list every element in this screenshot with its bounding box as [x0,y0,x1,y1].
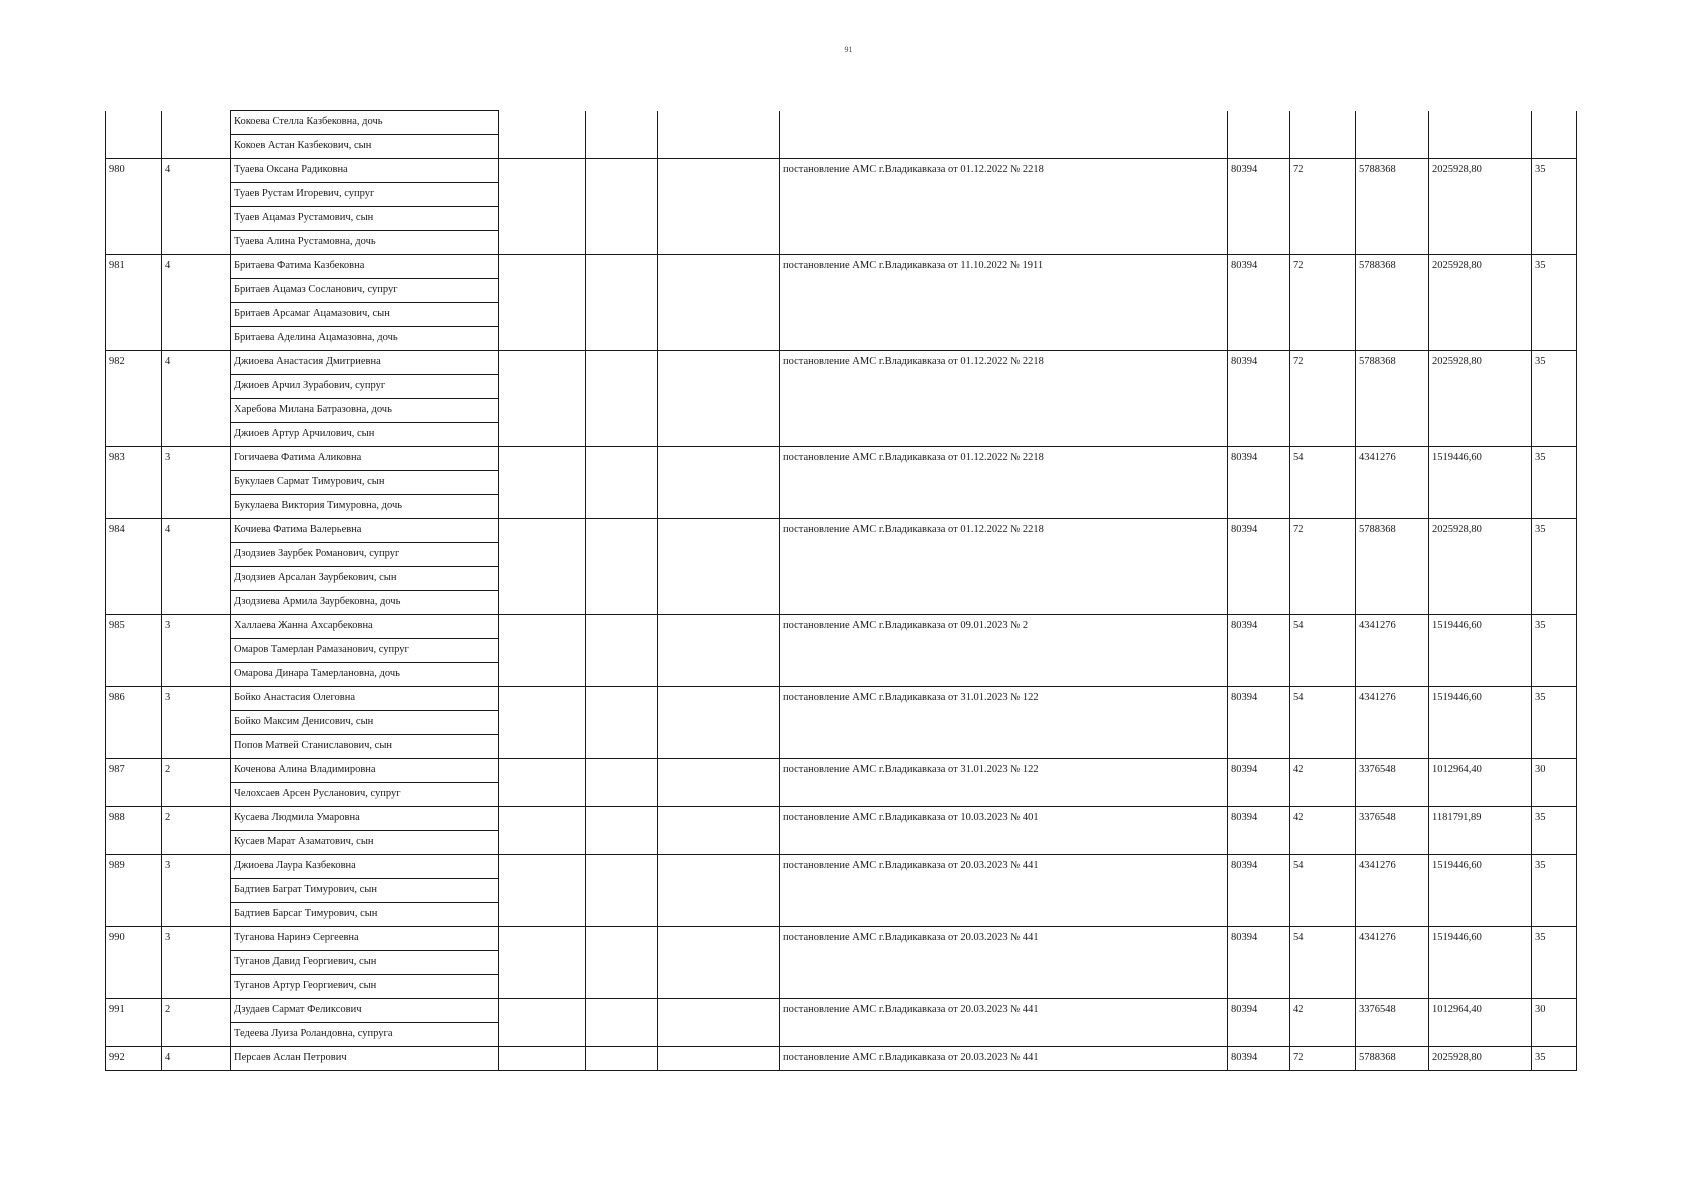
blank-cell-a [499,615,586,687]
value-cell-1: 80394 [1228,927,1290,999]
housing-register-table [105,110,1577,1071]
value-cell-3: 5788368 [1356,351,1429,447]
value-cell-3: 4341276 [1356,927,1429,999]
member-name-cell: Туганова Наринэ Сергеевна [231,927,499,951]
table-row [106,855,1577,879]
member-name-cell: Бойко Анастасия Олеговна [231,687,499,711]
table-row [106,759,1577,783]
blank-cell-a [499,1047,586,1071]
value-cell-5: 30 [1532,759,1577,807]
value-cell-2: 54 [1290,687,1356,759]
blank-cell-c [658,687,780,759]
table-row [106,615,1577,639]
value-cell-4: 1519446,60 [1429,687,1532,759]
value-cell-2: 72 [1290,159,1356,255]
member-name-cell: Бадтиев Барсаг Тимурович, сын [231,903,499,927]
value-cell-3: 4341276 [1356,855,1429,927]
table-row [106,1047,1577,1071]
blank-cell-c [658,447,780,519]
member-name-cell: Туганов Артур Георгиевич, сын [231,975,499,999]
value-cell-3: 5788368 [1356,519,1429,615]
value-cell-5: 35 [1532,927,1577,999]
table-row [106,351,1577,375]
member-name-cell: Туаева Оксана Радиковна [231,159,499,183]
decree-cell: постановление АМС г.Владикавказа от 31.01.2023 № 122 [780,687,1228,759]
value-cell-3: 4341276 [1356,447,1429,519]
blank-cell-b [586,255,658,351]
blank-cell-b [586,615,658,687]
value-cell-5: 35 [1532,1047,1577,1071]
value-cell-2: 72 [1290,255,1356,351]
record-number-cell: 982 [106,351,162,447]
table-row [106,255,1577,279]
blank-cell-c [658,759,780,807]
value-cell-2: 54 [1290,855,1356,927]
member-count-cell: 4 [162,255,231,351]
value-cell-3: 5788368 [1356,1047,1429,1071]
decree-cell: постановление АМС г.Владикавказа от 11.10.2022 № 1911 [780,255,1228,351]
value-cell-2: 72 [1290,519,1356,615]
value-cell-5: 30 [1532,999,1577,1047]
member-name-cell: Омарова Динара Тамерлановна, дочь [231,663,499,687]
value-cell-4: 1181791,89 [1429,807,1532,855]
member-count-cell [162,111,231,159]
value-cell-4: 2025928,80 [1429,255,1532,351]
member-name-cell: Туаева Алина Рустамовна, дочь [231,231,499,255]
member-count-cell: 2 [162,759,231,807]
value-cell-3: 3376548 [1356,807,1429,855]
value-cell-1: 80394 [1228,615,1290,687]
member-name-cell: Кочиева Фатима Валерьевна [231,519,499,543]
value-cell-2 [1290,111,1356,159]
blank-cell-a [499,351,586,447]
blank-cell-c [658,519,780,615]
table-row [106,687,1577,711]
value-cell-2: 54 [1290,447,1356,519]
table-row [106,447,1577,471]
member-name-cell: Коченова Алина Владимировна [231,759,499,783]
decree-cell: постановление АМС г.Владикавказа от 01.12.2022 № 2218 [780,351,1228,447]
blank-cell-a [499,255,586,351]
value-cell-2: 72 [1290,1047,1356,1071]
blank-cell-b [586,1047,658,1071]
value-cell-5: 35 [1532,447,1577,519]
value-cell-3: 4341276 [1356,615,1429,687]
value-cell-3 [1356,111,1429,159]
value-cell-4: 2025928,80 [1429,351,1532,447]
value-cell-3: 3376548 [1356,999,1429,1047]
value-cell-1: 80394 [1228,351,1290,447]
record-number-cell: 987 [106,759,162,807]
blank-cell-b [586,447,658,519]
record-number-cell: 986 [106,687,162,759]
value-cell-4: 1519446,60 [1429,447,1532,519]
member-name-cell: Джиоева Лаура Казбековна [231,855,499,879]
value-cell-1 [1228,111,1290,159]
record-number-cell: 984 [106,519,162,615]
blank-cell-b [586,855,658,927]
decree-cell: постановление АМС г.Владикавказа от 09.01.2023 № 2 [780,615,1228,687]
blank-cell-a [499,687,586,759]
blank-cell-c [658,855,780,927]
page-number: 91 [844,45,853,54]
value-cell-3: 3376548 [1356,759,1429,807]
member-count-cell: 3 [162,447,231,519]
blank-cell-a [499,807,586,855]
decree-cell [780,111,1228,159]
member-count-cell: 3 [162,615,231,687]
blank-cell-b [586,759,658,807]
member-name-cell: Джиоев Арчил Зурабович, супруг [231,375,499,399]
blank-cell-a [499,447,586,519]
value-cell-5: 35 [1532,255,1577,351]
record-number-cell: 980 [106,159,162,255]
member-name-cell: Халлаева Жанна Ахсарбековна [231,615,499,639]
value-cell-4: 1012964,40 [1429,759,1532,807]
member-name-cell: Бадтиев Баграт Тимурович, сын [231,879,499,903]
blank-cell-a [499,855,586,927]
value-cell-1: 80394 [1228,687,1290,759]
member-name-cell: Омаров Тамерлан Рамазанович, супруг [231,639,499,663]
blank-cell-b [586,927,658,999]
decree-cell: постановление АМС г.Владикавказа от 20.03.2023 № 441 [780,927,1228,999]
member-count-cell: 4 [162,1047,231,1071]
table-row [106,519,1577,543]
member-name-cell: Кусаев Марат Азаматович, сын [231,831,499,855]
record-number-cell: 991 [106,999,162,1047]
value-cell-1: 80394 [1228,159,1290,255]
blank-cell-c [658,255,780,351]
value-cell-1: 80394 [1228,855,1290,927]
blank-cell-c [658,351,780,447]
member-name-cell: Бойко Максим Денисович, сын [231,711,499,735]
member-name-cell: Букулаев Сармат Тимурович, сын [231,471,499,495]
member-name-cell: Бритаева Аделина Ацамазовна, дочь [231,327,499,351]
member-name-cell: Туганов Давид Георгиевич, сын [231,951,499,975]
value-cell-5: 35 [1532,351,1577,447]
record-number-cell [106,111,162,159]
member-name-cell: Бритаев Ацамаз Сосланович, супруг [231,279,499,303]
decree-cell: постановление АМС г.Владикавказа от 10.03.2023 № 401 [780,807,1228,855]
table-row [106,927,1577,951]
value-cell-1: 80394 [1228,807,1290,855]
record-number-cell: 985 [106,615,162,687]
blank-cell-c [658,615,780,687]
blank-cell-a [499,999,586,1047]
value-cell-4: 2025928,80 [1429,519,1532,615]
member-name-cell: Кокоев Астан Казбекович, сын [231,135,499,159]
decree-cell: постановление АМС г.Владикавказа от 20.03.2023 № 441 [780,999,1228,1047]
blank-cell-a [499,927,586,999]
value-cell-5: 35 [1532,687,1577,759]
member-name-cell: Кокоева Стелла Казбековна, дочь [231,111,499,135]
member-name-cell: Дзодзиев Заурбек Романович, супруг [231,543,499,567]
member-count-cell: 2 [162,999,231,1047]
blank-cell-c [658,807,780,855]
record-number-cell: 981 [106,255,162,351]
decree-cell: постановление АМС г.Владикавказа от 20.03.2023 № 441 [780,1047,1228,1071]
value-cell-2: 42 [1290,807,1356,855]
value-cell-5 [1532,111,1577,159]
table-row [106,999,1577,1023]
value-cell-5: 35 [1532,519,1577,615]
member-name-cell: Персаев Аслан Петрович [231,1047,499,1071]
member-name-cell: Туаев Рустам Игоревич, супруг [231,183,499,207]
value-cell-3: 4341276 [1356,687,1429,759]
record-number-cell: 988 [106,807,162,855]
member-name-cell: Джиоев Артур Арчилович, сын [231,423,499,447]
blank-cell-c [658,1047,780,1071]
record-number-cell: 992 [106,1047,162,1071]
blank-cell-a [499,759,586,807]
record-number-cell: 983 [106,447,162,519]
member-name-cell: Дзодзиев Арсалан Заурбекович, сын [231,567,499,591]
member-name-cell: Бритаев Арсамаг Ацамазович, сын [231,303,499,327]
value-cell-4: 2025928,80 [1429,1047,1532,1071]
value-cell-2: 54 [1290,615,1356,687]
blank-cell-b [586,807,658,855]
member-name-cell: Туаев Ацамаз Рустамович, сын [231,207,499,231]
member-count-cell: 4 [162,351,231,447]
value-cell-3: 5788368 [1356,159,1429,255]
blank-cell-c [658,111,780,159]
value-cell-1: 80394 [1228,255,1290,351]
record-number-cell: 990 [106,927,162,999]
value-cell-2: 72 [1290,351,1356,447]
value-cell-5: 35 [1532,855,1577,927]
blank-cell-a [499,519,586,615]
member-count-cell: 4 [162,519,231,615]
table-row [106,111,1577,135]
value-cell-2: 54 [1290,927,1356,999]
blank-cell-b [586,111,658,159]
member-name-cell: Бритаева Фатима Казбековна [231,255,499,279]
blank-cell-b [586,687,658,759]
member-name-cell: Гогичаева Фатима Аликовна [231,447,499,471]
value-cell-2: 42 [1290,759,1356,807]
member-name-cell: Попов Матвей Станиславович, сын [231,735,499,759]
record-number-cell: 989 [106,855,162,927]
value-cell-1: 80394 [1228,1047,1290,1071]
decree-cell: постановление АМС г.Владикавказа от 01.12.2022 № 2218 [780,159,1228,255]
value-cell-1: 80394 [1228,447,1290,519]
decree-cell: постановление АМС г.Владикавказа от 31.01.2023 № 122 [780,759,1228,807]
member-count-cell: 3 [162,687,231,759]
value-cell-5: 35 [1532,159,1577,255]
blank-cell-b [586,999,658,1047]
value-cell-5: 35 [1532,615,1577,687]
value-cell-4: 1012964,40 [1429,999,1532,1047]
member-name-cell: Челохсаев Арсен Русланович, супруг [231,783,499,807]
member-name-cell: Кусаева Людмила Умаровна [231,807,499,831]
value-cell-1: 80394 [1228,999,1290,1047]
decree-cell: постановление АМС г.Владикавказа от 20.03.2023 № 441 [780,855,1228,927]
value-cell-4: 2025928,80 [1429,159,1532,255]
member-name-cell: Тедеева Луиза Роландовна, супруга [231,1023,499,1047]
blank-cell-c [658,999,780,1047]
value-cell-1: 80394 [1228,519,1290,615]
blank-cell-a [499,111,586,159]
value-cell-3: 5788368 [1356,255,1429,351]
member-name-cell: Дзодзиева Армила Заурбековна, дочь [231,591,499,615]
member-count-cell: 3 [162,855,231,927]
member-count-cell: 3 [162,927,231,999]
value-cell-1: 80394 [1228,759,1290,807]
value-cell-5: 35 [1532,807,1577,855]
blank-cell-b [586,519,658,615]
member-name-cell: Дзудаев Сармат Феликсович [231,999,499,1023]
member-name-cell: Харебова Милана Батразовна, дочь [231,399,499,423]
value-cell-4: 1519446,60 [1429,855,1532,927]
table-row [106,807,1577,831]
value-cell-2: 42 [1290,999,1356,1047]
blank-cell-a [499,159,586,255]
blank-cell-b [586,351,658,447]
table-row [106,159,1577,183]
member-name-cell: Букулаева Виктория Тимуровна, дочь [231,495,499,519]
member-count-cell: 4 [162,159,231,255]
member-name-cell: Джиоева Анастасия Дмитриевна [231,351,499,375]
blank-cell-c [658,159,780,255]
blank-cell-b [586,159,658,255]
value-cell-4: 1519446,60 [1429,615,1532,687]
value-cell-4 [1429,111,1532,159]
decree-cell: постановление АМС г.Владикавказа от 01.12.2022 № 2218 [780,519,1228,615]
member-count-cell: 2 [162,807,231,855]
value-cell-4: 1519446,60 [1429,927,1532,999]
blank-cell-c [658,927,780,999]
decree-cell: постановление АМС г.Владикавказа от 01.12.2022 № 2218 [780,447,1228,519]
